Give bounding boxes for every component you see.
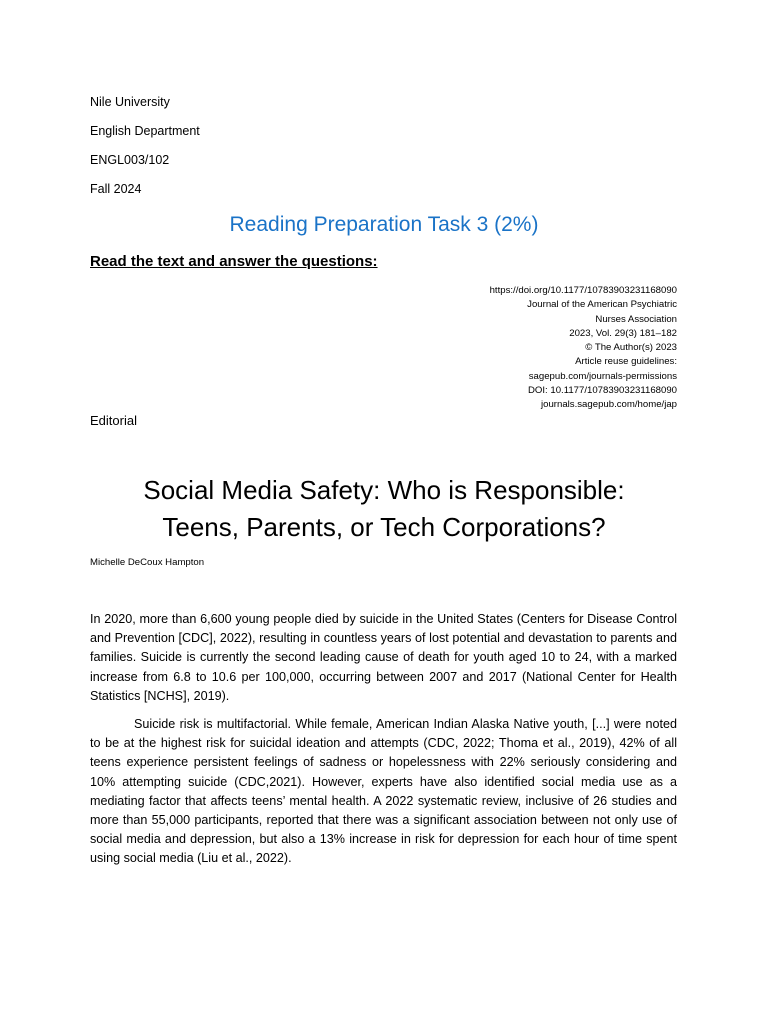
article-title-line1: Social Media Safety: Who is Responsible: [143, 475, 625, 505]
university-name: Nile University [90, 95, 170, 109]
reuse-guidelines-label: Article reuse guidelines: [575, 356, 677, 368]
journal-name-line1: Journal of the American Psychiatric [527, 299, 677, 311]
article-title-line2: Teens, Parents, or Tech Corporations? [162, 512, 606, 542]
article-author: Michelle DeCoux Hampton [90, 557, 205, 568]
body-paragraph-2: Suicide risk is multifactorial. While female, American Indian Alaska Native youth, [...] were noted to be at the highest risk for suicidal ideation and attempts (CDC, 2022; Thoma et al., 2019), 42% of all teens experience persistent feelings of sadness or hopelessness with 22% seriously considering and 10% attempting suicide (CDC,2021). However, experts have also identified social media use as a mediating factor that affects teens’ mental health. A 2022 systematic review, inclusive of 26 studies and more than 55,000 participants, reported that there was a significant association between not only use of social media and depression, but also a 13% increase in risk for depression for each hour of time spent using social media (Liu et al., 2022). [90, 717, 677, 866]
copyright-notice: © The Author(s) 2023 [585, 342, 677, 354]
journal-name-line2: Nurses Association [595, 313, 677, 325]
doi-text: DOI: 10.1177/10783903231168090 [527, 385, 677, 397]
section-label: Editorial [90, 413, 137, 428]
term: Fall 2024 [90, 182, 142, 196]
journal-homepage-link[interactable]: journals.sagepub.com/home/jap [541, 399, 677, 411]
article-title [60, 472, 708, 546]
doi-url-link[interactable]: https://doi.org/10.1177/10783903231168090 [489, 285, 677, 296]
instruction: Read the text and answer the questions: [90, 253, 378, 270]
course-code: ENGL003/102 [90, 153, 170, 167]
department-name: English Department [90, 124, 200, 138]
journal-metadata [377, 284, 677, 413]
body-paragraph-1: In 2020, more than 6,600 young people died by suicide in the United States (Centers for Disease Control and Prevention [CDC], 2022), resulting in countless years of lost potential and devastation to parents and families. Suicide is currently the second leading cause of death for youth aged 10 to 24, with a marked increase from 6.8 to 10.6 per 100,000, occurring between 2007 and 2017 (National Center for Health Statistics [NCHS], 2019). [90, 612, 677, 703]
task-title: Reading Preparation Task 3 (2%) [229, 213, 539, 236]
volume-info: 2023, Vol. 29(3) 181–182 [569, 327, 677, 339]
permissions-link[interactable]: sagepub.com/journals-permissions [528, 370, 677, 382]
